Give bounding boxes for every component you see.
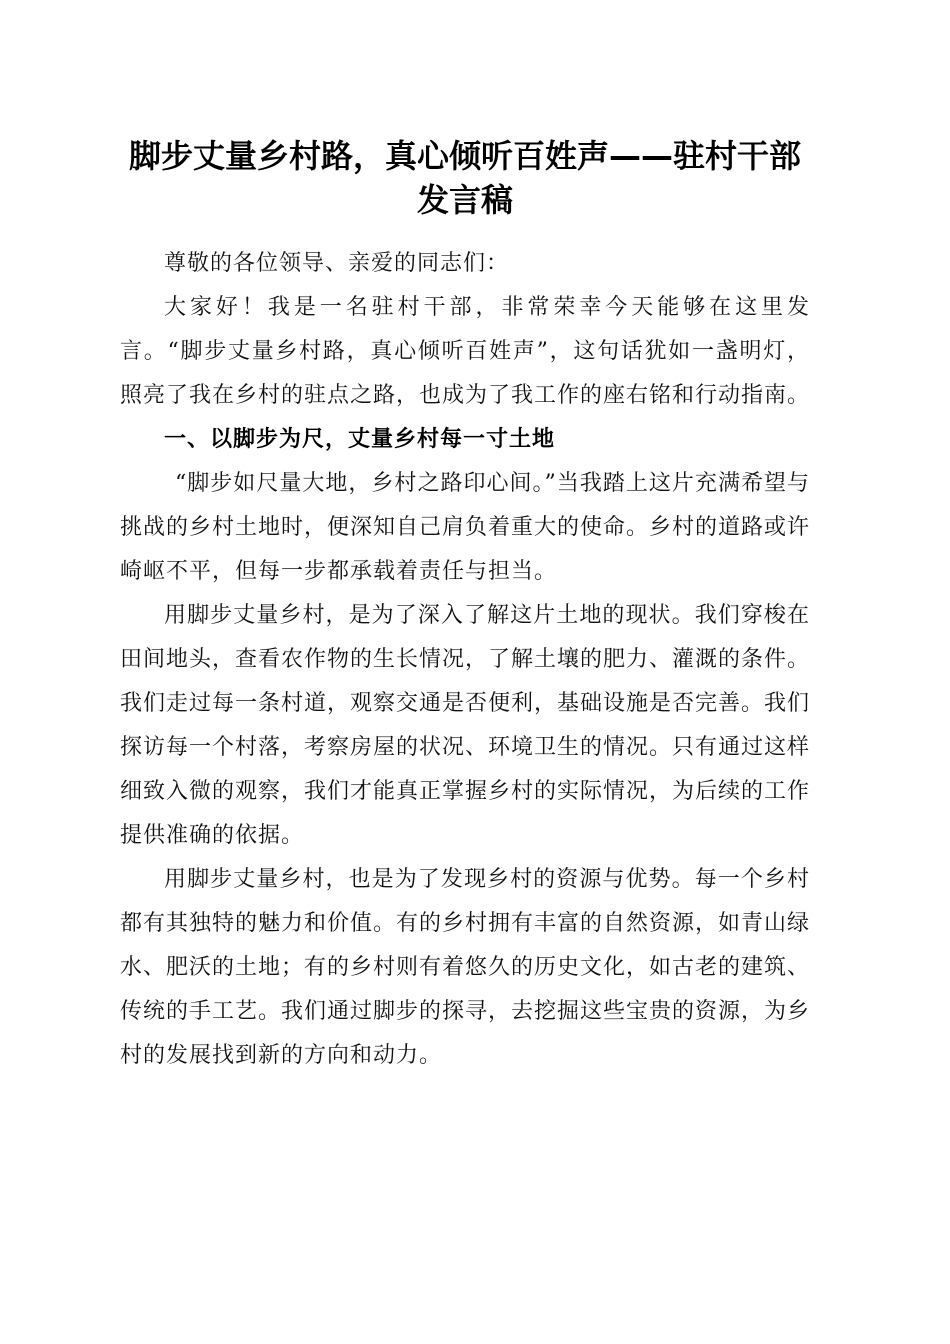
- body-paragraph: 用脚步丈量乡村，也是为了发现乡村的资源与优势。每一个乡村都有其独特的魅力和价值。有的乡村拥有丰富的自然资源，如青山绿水、肥沃的土地；有的乡村则有着悠久的历史文化，如古老的建筑、传统的手工艺。我们通过脚步的探寻，去挖掘这些宝贵的资源，为乡村的发展找到新的方向和动力。: [120, 867, 811, 1068]
- body-paragraph: 用脚步丈量乡村，是为了深入了解这片土地的现状。我们穿梭在田间地头，查看农作物的生长情况，了解土壤的肥力、灌溉的条件。我们走过每一条村道，观察交通是否便利，基础设施是否完善。我们探访每一个村落，考察房屋的状况、环境卫生的情况。只有通过这样细致入微的观察，我们才能真正掌握乡村的实际情况，为后续的工作提供准确的依据。: [120, 603, 811, 848]
- document-body: [120, 134, 810, 1078]
- body-paragraph: “脚步如尺量大地，乡村之路印心间。”当我踏上这片充满希望与挑战的乡村土地时，便深知自己肩负着重大的使命。乡村的道路或许崎岖不平，但每一步都承载着责任与担当。: [120, 471, 811, 584]
- section-heading: 一、以脚步为尺，丈量乡村每一寸土地: [164, 427, 556, 452]
- intro-paragraph: 大家好！我是一名驻村干部，非常荣幸今天能够在这里发言。“脚步丈量乡村路，真心倾听百姓声”，这句话犹如一盏明灯，照亮了我在乡村的驻点之路，也成为了我工作的座右铭和行动指南。: [120, 295, 811, 408]
- salutation: 尊敬的各位领导、亲爱的同志们：: [164, 251, 510, 276]
- document-title: 脚步丈量乡村路，真心倾听百姓声——驻村干部发言稿: [128, 137, 801, 219]
